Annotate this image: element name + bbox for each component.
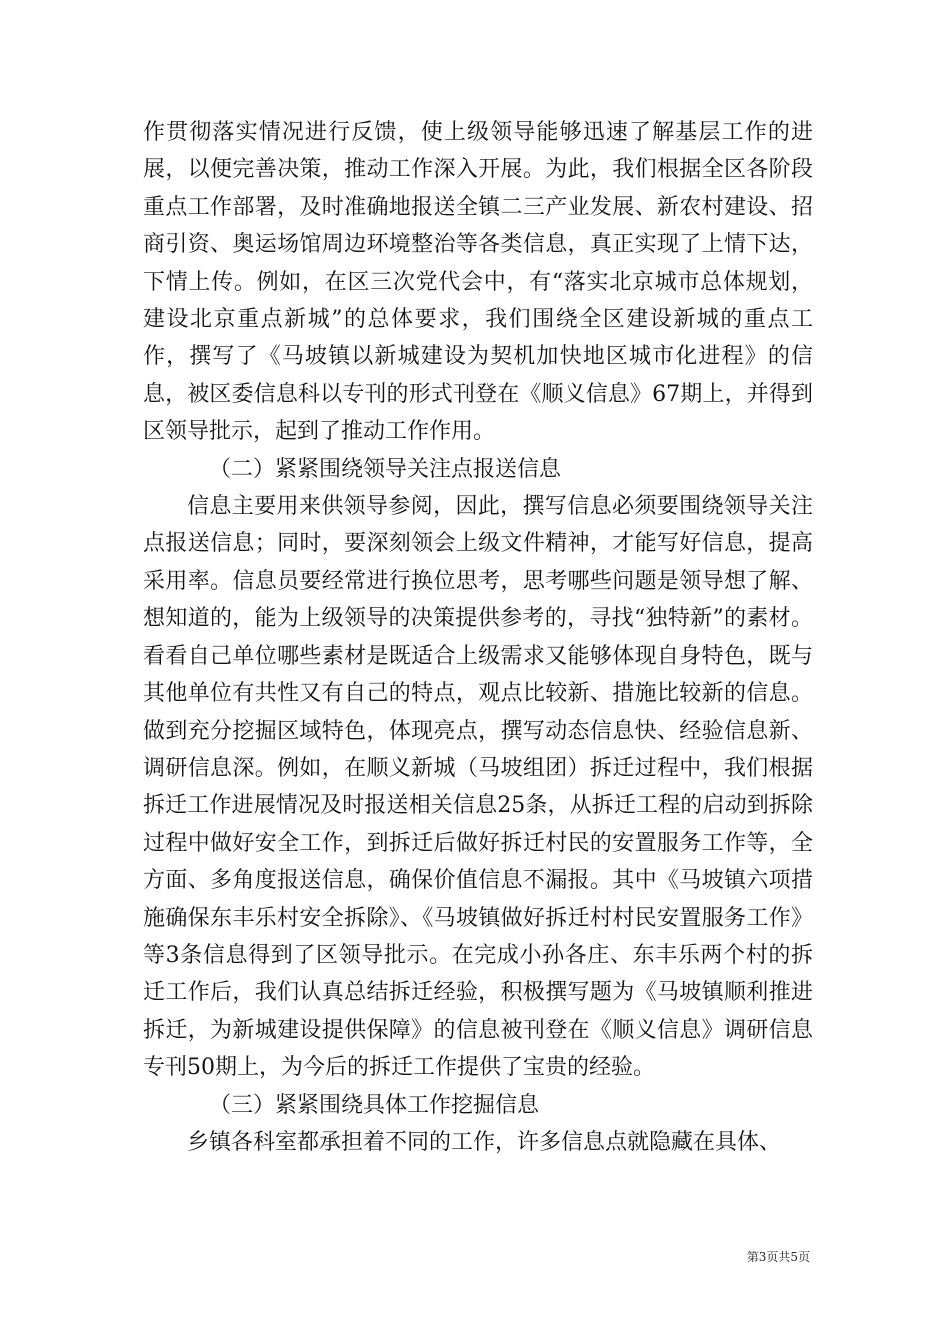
- body-paragraph: 乡镇各科室都承担着不同的工作，许多信息点就隐藏在具体、: [187, 1129, 782, 1155]
- section-heading: （三）紧紧围绕具体工作挖掘信息: [209, 1092, 540, 1118]
- body-paragraph: 作贯彻落实情况进行反馈，使上级领导能够迅速了解基层工作的进展，以便完善决策，推动工作深入开展。为此，我们根据全区各阶段重点工作部署，及时准确地报送全镇二三产业发展、新农村建设、招商引资、奥运场馆周边环境整治等各类信息，真正实现了上情下达，下情上传。例如，在区三次党代会中，有“落实北京城市总体规划，建设北京重点新城”的总体要求，我们围绕全区建设新城的重点工作，撰写了《马坡镇以新城建设为契机加快地区城市化进程》的信息，被区委信息科以专刊的形式刊登在《顺义信息》67期上，并得到区领导批示，起到了推动工作作用。: [143, 120, 813, 445]
- body-paragraph: 信息主要用来供领导参阅，因此，撰写信息必须要围绕领导关注点报送信息；同时，要深刻领会上级文件精神，才能写好信息，提高采用率。信息员要经常进行换位思考，思考哪些问题是领导想了解、想知道的，能为上级领导的决策提供参考的，寻找“独特新”的素材。看看自己单位哪些素材是既适合上级需求又能够体现自身特色，既与其他单位有共性又有自己的特点，观点比较新、措施比较新的信息。做到充分挖掘区域特色，体现亮点，撰写动态信息快、经验信息新、调研信息深。例如，在顺义新城（马坡组团）拆迁过程中，我们根据拆迁工作进展情况及时报送相关信息25条，从拆迁工程的启动到拆除过程中做好安全工作，到拆迁后做好拆迁村民的安置服务工作等，全方面、多角度报送信息，确保价值信息不漏报。其中《马坡镇六项措施确保东丰乐村安全拆除》、《马坡镇做好拆迁村村民安置服务工作》等3条信息得到了区领导批示。在完成小孙各庄、东丰乐两个村的拆迁工作后，我们认真总结拆迁经验，积极撰写题为《马坡镇顺利推进拆迁，为新城建设提供保障》的信息被刊登在《顺义信息》调研信息专刊50期上，为今后的拆迁工作提供了宝贵的经验。: [143, 494, 813, 1081]
- section-heading: （二）紧紧围绕领导关注点报送信息: [209, 456, 562, 482]
- document-body: [143, 114, 813, 1161]
- page-number-footer: 第3页共5页: [746, 1250, 810, 1264]
